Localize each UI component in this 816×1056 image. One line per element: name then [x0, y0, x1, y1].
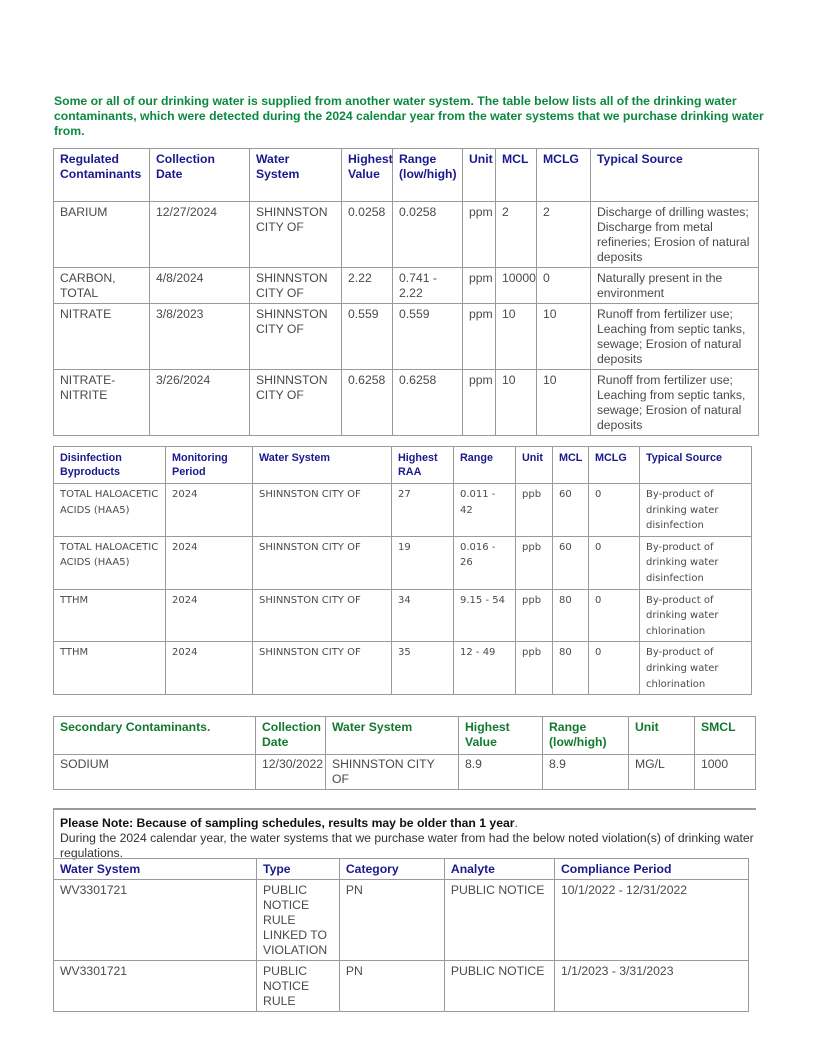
cell-highest-value: 8.9: [459, 755, 543, 790]
cell-range: 9.15 - 54: [454, 589, 516, 642]
col-header-contaminant: Regulated Contaminants: [54, 149, 150, 202]
cell-collection-date: 12/27/2024: [150, 202, 250, 268]
col-header-range: Range (low/high): [393, 149, 463, 202]
table-row: [54, 589, 752, 642]
cell-monitoring-period: 2024: [166, 484, 253, 537]
cell-typical-source: Naturally present in the environment: [591, 268, 759, 304]
cell-unit: ppb: [516, 642, 553, 695]
col-header-mclg: MCLG: [537, 149, 591, 202]
col-header-unit: Unit: [463, 149, 496, 202]
table-row: [54, 370, 759, 436]
cell-range: 0.6258: [393, 370, 463, 436]
cell-water-system: SHINNSTON CITY OF: [253, 536, 392, 589]
cell-compliance-period: 1/1/2023 - 3/31/2023: [555, 961, 749, 1012]
col-header-range: Range (low/high): [543, 717, 629, 755]
cell-typical-source: Runoff from fertilizer use; Leaching from septic tanks, sewage; Erosion of natural deposits: [591, 370, 759, 436]
cell-water-system: WV3301721: [54, 880, 257, 961]
cell-water-system: SHINNSTON CITY OF: [253, 589, 392, 642]
col-header-water-system: Water System: [250, 149, 342, 202]
cell-mcl: 80: [553, 589, 589, 642]
col-header-water-system: Water System: [54, 859, 257, 880]
cell-highest-value: 0.6258: [342, 370, 393, 436]
table-row: [54, 880, 749, 961]
cell-range: 0.741 - 2.22: [393, 268, 463, 304]
cell-highest-value: 2.22: [342, 268, 393, 304]
cell-byproduct: TTHM: [54, 589, 166, 642]
col-header-mclg: MCLG: [589, 447, 640, 484]
cell-type: PUBLIC NOTICE RULE LINKED TO VIOLATION: [257, 880, 340, 961]
cell-collection-date: 3/26/2024: [150, 370, 250, 436]
cell-mcl: 10: [496, 304, 537, 370]
cell-category: PN: [339, 880, 444, 961]
cell-mcl: 10000: [496, 268, 537, 304]
cell-water-system: SHINNSTON CITY OF: [250, 202, 342, 268]
col-header-highest-value: Highest Value: [459, 717, 543, 755]
cell-range: 8.9: [543, 755, 629, 790]
cell-byproduct: TOTAL HALOACETIC ACIDS (HAA5): [54, 484, 166, 537]
cell-water-system: SHINNSTON CITY OF: [250, 304, 342, 370]
cell-byproduct: TTHM: [54, 642, 166, 695]
table-header-row: [54, 447, 752, 484]
cell-range: 0.016 - 26: [454, 536, 516, 589]
col-header-mcl: MCL: [553, 447, 589, 484]
cell-unit: ppb: [516, 589, 553, 642]
cell-mclg: 0: [589, 589, 640, 642]
table-row: [54, 536, 752, 589]
table-header-row: [54, 149, 759, 202]
col-header-byproduct: Disinfection Byproducts: [54, 447, 166, 484]
cell-typical-source: Discharge of drilling wastes; Discharge from metal refineries; Erosion of natural deposits: [591, 202, 759, 268]
cell-mcl: 60: [553, 484, 589, 537]
note-heading: Please Note: Because of sampling schedules, results may be older than 1 year: [60, 816, 515, 830]
cell-range: 0.011 - 42: [454, 484, 516, 537]
col-header-unit: Unit: [629, 717, 695, 755]
col-header-analyte: Analyte: [444, 859, 554, 880]
col-header-collection-date: Collection Date: [150, 149, 250, 202]
cell-water-system: SHINNSTON CITY OF: [250, 370, 342, 436]
col-header-contaminant: Secondary Contaminants.: [54, 717, 256, 755]
col-header-unit: Unit: [516, 447, 553, 484]
table-row: [54, 268, 759, 304]
cell-contaminant: CARBON, TOTAL: [54, 268, 150, 304]
cell-range: 12 - 49: [454, 642, 516, 695]
cell-typical-source: By-product of drinking water disinfection: [640, 536, 752, 589]
intro-paragraph: Some or all of our drinking water is supplied from another water system. The table below lists all of the drinking water contaminants, which were detected during the 2024 calendar year from the water systems that we purchase drinking water from.: [54, 94, 764, 138]
cell-mcl: 80: [553, 642, 589, 695]
table-header-row: [54, 859, 749, 880]
cell-contaminant: NITRATE: [54, 304, 150, 370]
cell-unit: ppb: [516, 484, 553, 537]
cell-mcl: 60: [553, 536, 589, 589]
violations-table: [53, 858, 749, 1012]
col-header-smcl: SMCL: [695, 717, 756, 755]
table-header-row: [54, 717, 756, 755]
cell-monitoring-period: 2024: [166, 642, 253, 695]
cell-byproduct: TOTAL HALOACETIC ACIDS (HAA5): [54, 536, 166, 589]
col-header-range: Range: [454, 447, 516, 484]
cell-water-system: SHINNSTON CITY OF: [326, 755, 459, 790]
cell-highest-raa: 34: [392, 589, 454, 642]
cell-mclg: 10: [537, 304, 591, 370]
cell-water-system: SHINNSTON CITY OF: [253, 484, 392, 537]
cell-collection-date: 4/8/2024: [150, 268, 250, 304]
cell-analyte: PUBLIC NOTICE: [444, 880, 554, 961]
cell-range: 0.0258: [393, 202, 463, 268]
cell-mclg: 0: [589, 642, 640, 695]
table-row: [54, 642, 752, 695]
cell-highest-raa: 27: [392, 484, 454, 537]
cell-unit: ppb: [516, 536, 553, 589]
cell-mcl: 10: [496, 370, 537, 436]
col-header-water-system: Water System: [253, 447, 392, 484]
cell-unit: ppm: [463, 304, 496, 370]
table-row: [54, 755, 756, 790]
col-header-typical-source: Typical Source: [640, 447, 752, 484]
cell-mclg: 2: [537, 202, 591, 268]
table-row: [54, 202, 759, 268]
cell-mclg: 10: [537, 370, 591, 436]
cell-water-system: SHINNSTON CITY OF: [253, 642, 392, 695]
col-header-monitoring-period: Monitoring Period: [166, 447, 253, 484]
cell-water-system: WV3301721: [54, 961, 257, 1012]
cell-collection-date: 12/30/2022: [256, 755, 326, 790]
col-header-compliance-period: Compliance Period: [555, 859, 749, 880]
cell-unit: MG/L: [629, 755, 695, 790]
note-text: During the 2024 calendar year, the water systems that we purchase water from had the below noted violation(s) of drinking water regulations.: [60, 831, 754, 860]
col-header-highest-value: Highest Value: [342, 149, 393, 202]
cell-typical-source: By-product of drinking water disinfection: [640, 484, 752, 537]
cell-analyte: PUBLIC NOTICE: [444, 961, 554, 1012]
cell-typical-source: By-product of drinking water chlorination: [640, 642, 752, 695]
cell-contaminant: NITRATE-NITRITE: [54, 370, 150, 436]
cell-mclg: 0: [589, 484, 640, 537]
cell-unit: ppm: [463, 370, 496, 436]
cell-unit: ppm: [463, 202, 496, 268]
cell-mclg: 0: [589, 536, 640, 589]
cell-highest-raa: 35: [392, 642, 454, 695]
table-row: [54, 484, 752, 537]
secondary-contaminants-table: [53, 716, 756, 790]
cell-mcl: 2: [496, 202, 537, 268]
cell-typical-source: Runoff from fertilizer use; Leaching from septic tanks, sewage; Erosion of natural deposits: [591, 304, 759, 370]
cell-smcl: 1000: [695, 755, 756, 790]
cell-category: PN: [339, 961, 444, 1012]
col-header-typical-source: Typical Source: [591, 149, 759, 202]
cell-type: PUBLIC NOTICE RULE: [257, 961, 340, 1012]
col-header-highest-raa: Highest RAA: [392, 447, 454, 484]
cell-typical-source: By-product of drinking water chlorination: [640, 589, 752, 642]
cell-highest-raa: 19: [392, 536, 454, 589]
table-row: [54, 304, 759, 370]
cell-mclg: 0: [537, 268, 591, 304]
col-header-collection-date: Collection Date: [256, 717, 326, 755]
cell-highest-value: 0.559: [342, 304, 393, 370]
cell-highest-value: 0.0258: [342, 202, 393, 268]
table-row: [54, 961, 749, 1012]
note-heading-period: .: [514, 816, 518, 830]
cell-compliance-period: 10/1/2022 - 12/31/2022: [555, 880, 749, 961]
col-header-mcl: MCL: [496, 149, 537, 202]
disinfection-byproducts-table: [53, 446, 752, 695]
col-header-type: Type: [257, 859, 340, 880]
cell-contaminant: SODIUM: [54, 755, 256, 790]
cell-monitoring-period: 2024: [166, 536, 253, 589]
cell-collection-date: 3/8/2023: [150, 304, 250, 370]
regulated-contaminants-table: [53, 148, 759, 436]
cell-unit: ppm: [463, 268, 496, 304]
col-header-category: Category: [339, 859, 444, 880]
cell-water-system: SHINNSTON CITY OF: [250, 268, 342, 304]
cell-range: 0.559: [393, 304, 463, 370]
cell-contaminant: BARIUM: [54, 202, 150, 268]
col-header-water-system: Water System: [326, 717, 459, 755]
cell-monitoring-period: 2024: [166, 589, 253, 642]
